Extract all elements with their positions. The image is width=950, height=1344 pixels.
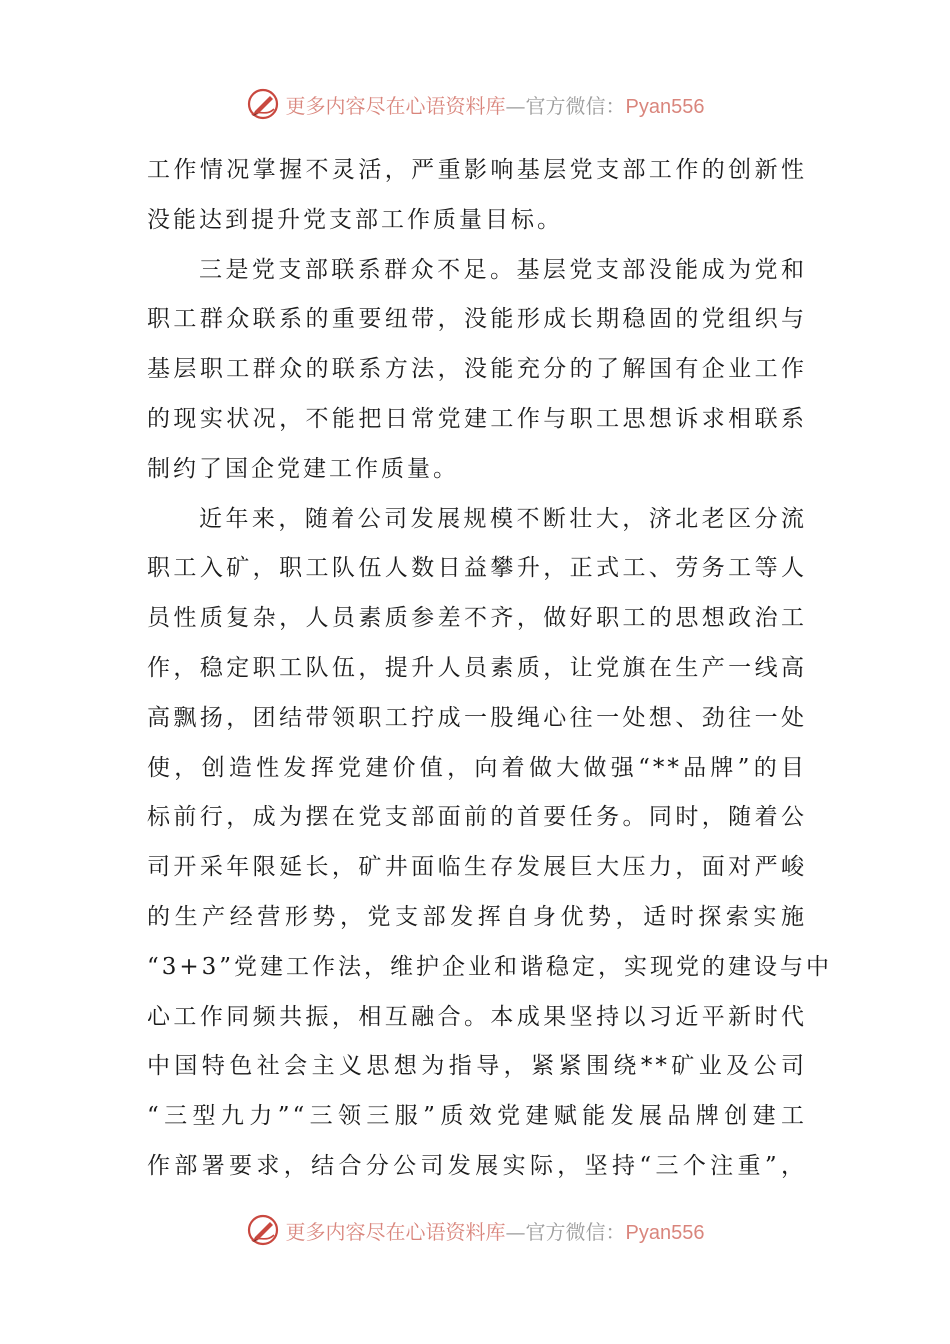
watermark-sub: 官方微信： — [525, 93, 626, 118]
text-line: 司开采年限延长，矿井面临生存发展巨大压力，面对严峻 — [147, 854, 807, 881]
text-line: 近年来，随着公司发展规模不断壮大，济北老区分流 — [199, 505, 807, 532]
text-line: 使，创造性发挥党建价值，向着做大做强“**品牌”的目 — [147, 754, 807, 781]
watermark-separator: — — [505, 1219, 526, 1244]
watermark-header — [0, 84, 950, 124]
text-line: 心工作同频共振，相互融合。本成果坚持以习近平新时代 — [147, 1003, 807, 1030]
text-line: 制约了国企党建工作质量。 — [147, 455, 459, 482]
watermark-text — [286, 90, 705, 119]
pen-logo-icon — [246, 1213, 280, 1247]
text-line: 的生产经营形势，党支部发挥自身优势，适时探索实施 — [147, 903, 807, 930]
pen-logo-icon — [246, 87, 280, 121]
text-line: 作，稳定职工队伍，提升人员素质，让党旗在生产一线高 — [147, 654, 807, 681]
watermark-main: 更多内容尽在心语资料库 — [285, 1219, 506, 1244]
text-line: 三是党支部联系群众不足。基层党支部没能成为党和 — [199, 256, 807, 283]
text-line: “3+3”党建工作法，维护企业和谐稳定，实现党的建设与中 — [147, 953, 833, 980]
watermark-id: Pyan556 — [625, 1221, 705, 1244]
document-body — [147, 146, 833, 1192]
watermark-id: Pyan556 — [625, 95, 705, 118]
text-line: 基层职工群众的联系方法，没能充分的了解国有企业工作 — [147, 356, 807, 383]
watermark-sub: 官方微信： — [525, 1219, 626, 1244]
text-line: “三型九力”“三领三服”质效党建赋能发展品牌创建工 — [147, 1103, 807, 1130]
text-line: 作部署要求，结合分公司发展实际，坚持“三个注重”， — [147, 1152, 807, 1179]
text-line: 的现实状况，不能把日常党建工作与职工思想诉求相联系 — [147, 405, 807, 432]
text-line: 中国特色社会主义思想为指导，紧紧围绕**矿业及公司 — [147, 1053, 807, 1080]
text-line: 没能达到提升党支部工作质量目标。 — [147, 206, 563, 233]
text-line: 职工群众联系的重要纽带，没能形成长期稳固的党组织与 — [147, 306, 807, 333]
watermark-footer — [0, 1210, 950, 1250]
text-line: 职工入矿，职工队伍人数日益攀升，正式工、劳务工等人 — [147, 555, 807, 582]
watermark-text — [286, 1216, 705, 1245]
text-line: 工作情况掌握不灵活，严重影响基层党支部工作的创新性 — [147, 157, 807, 183]
text-line: 员性质复杂，人员素质参差不齐，做好职工的思想政治工 — [147, 605, 807, 632]
watermark-main: 更多内容尽在心语资料库 — [285, 93, 506, 118]
watermark-separator: — — [505, 93, 526, 118]
text-line: 标前行，成为摆在党支部面前的首要任务。同时，随着公 — [147, 804, 807, 831]
text-line: 高飘扬，团结带领职工拧成一股绳心往一处想、劲往一处 — [147, 704, 807, 731]
